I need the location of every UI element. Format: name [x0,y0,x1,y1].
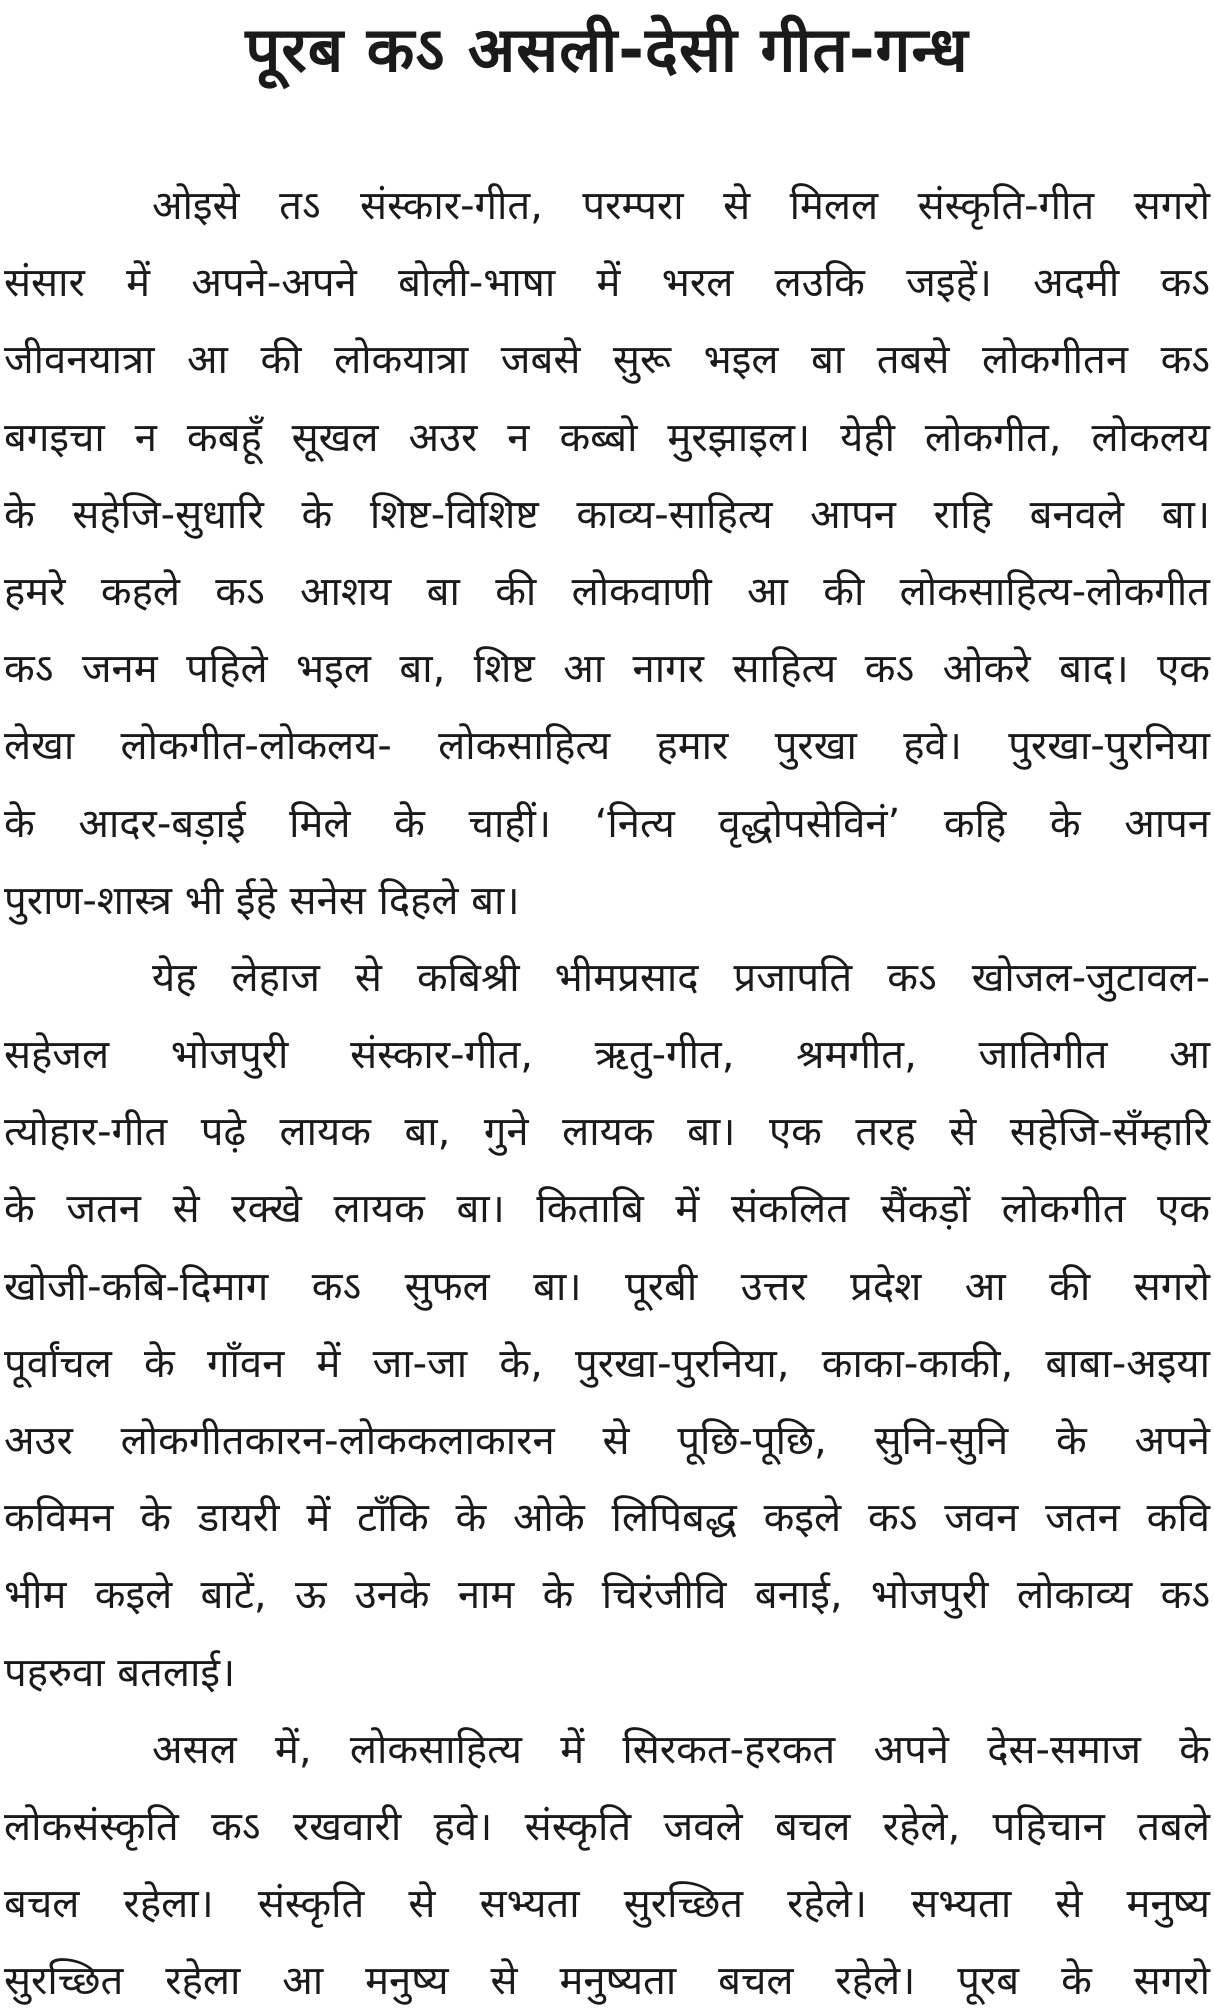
text-line: हमरे कहले कऽ आशय बा की लोकवाणी आ की लोकसाहित्य-लोकगीत [4,568,1210,615]
text-line: सुरच्छित रहेला आ मनुष्य से मनुष्यता बचल रहेले। पूरब के सगरो [4,1958,1210,2005]
text-line: कऽ जनम पहिले भइल बा, शिष्ट आ नागर साहित्य कऽ ओकरे बाद। एक [4,646,1210,693]
text-line: बगइचा न कबहूँ सूखल अउर न कब्बो मुरझाइल। येही लोकगीत, लोकलय [4,414,1210,461]
text-line: अउर लोकगीतकारन-लोककलाकारन से पूछि-पूछि, सुनि-सुनि के अपने [4,1418,1210,1464]
text-line: के सहेजि-सुधारि के शिष्ट-विशिष्ट काव्य-साहित्य आपन राहि बनवले बा। [4,491,1210,538]
body-text [4,168,1210,2012]
text-line: ओइसे तऽ संस्कार-गीत, परम्परा से मिलल संस्कृति-गीत सगरो [152,183,1210,229]
text-line: पूर्वांचल के गाँवन में जा-जा के, पुरखा-पुरनिया, काका-काकी, बाबा-अइया [4,1340,1210,1387]
text-line: जीवनयात्रा आ की लोकयात्रा जबसे सुरू भइल बा तबसे लोकगीतन कऽ [4,337,1210,384]
text-line: पुराण-शास्त्र भी ईहे सनेस दिहले बा। [4,877,520,924]
text-line: पहरुवा बतलाई। [4,1649,236,1696]
text-line: के आदर-बड़ाई मिले के चाहीं। ‘नित्य वृद्धोपसेविनं’ कहि के आपन [4,800,1210,847]
text-line: त्योहार-गीत पढ़े लायक बा, गुने लायक बा। एक तरह से सहेजि-सँम्हारि [4,1109,1210,1156]
text-line: लोकसंस्कृति कऽ रखवारी हवे। संस्कृति जवले बचल रहेले, पहिचान तबले [4,1803,1210,1850]
text-line: कविमन के डायरी में टाँकि के ओके लिपिबद्ध कइले कऽ जवन जतन कवि [4,1495,1210,1542]
text-line: संसार में अपने-अपने बोली-भाषा में भरल लउकि जइहें। अदमी कऽ [4,260,1210,307]
text-line: भीम कइले बाटें, ऊ उनके नाम के चिरंजीवि बनाई, भोजपुरी लोकाव्य कऽ [4,1572,1210,1619]
page-title: पूरब कऽ असली-देसी गीत-गन्ध [245,13,969,86]
text-line: बचल रहेला। संस्कृति से सभ्यता सुरच्छित रहेले। सभ्यता से मनुष्य [4,1881,1210,1928]
text-line: लेखा लोकगीत-लोकलय- लोकसाहित्य हमार पुरखा हवे। पुरखा-पुरनिया [4,723,1210,770]
text-line: असल में, लोकसाहित्य में सिरकत-हरकत अपने देस-समाज के [152,1726,1210,1773]
text-line: खोजी-कबि-दिमाग कऽ सुफल बा। पूरबी उत्तर प्रदेश आ की सगरो [4,1263,1210,1310]
text-line: येह लेहाज से कबिश्री भीमप्रसाद प्रजापति कऽ खोजल-जुटावल- [152,954,1210,1001]
text-line: के जतन से रक्खे लायक बा। किताबि में संकलित सैंकड़ों लोकगीत एक [4,1186,1210,1233]
text-line: सहेजल भोजपुरी संस्कार-गीत, ऋतु-गीत, श्रमगीत, जातिगीत आ [4,1032,1210,1079]
